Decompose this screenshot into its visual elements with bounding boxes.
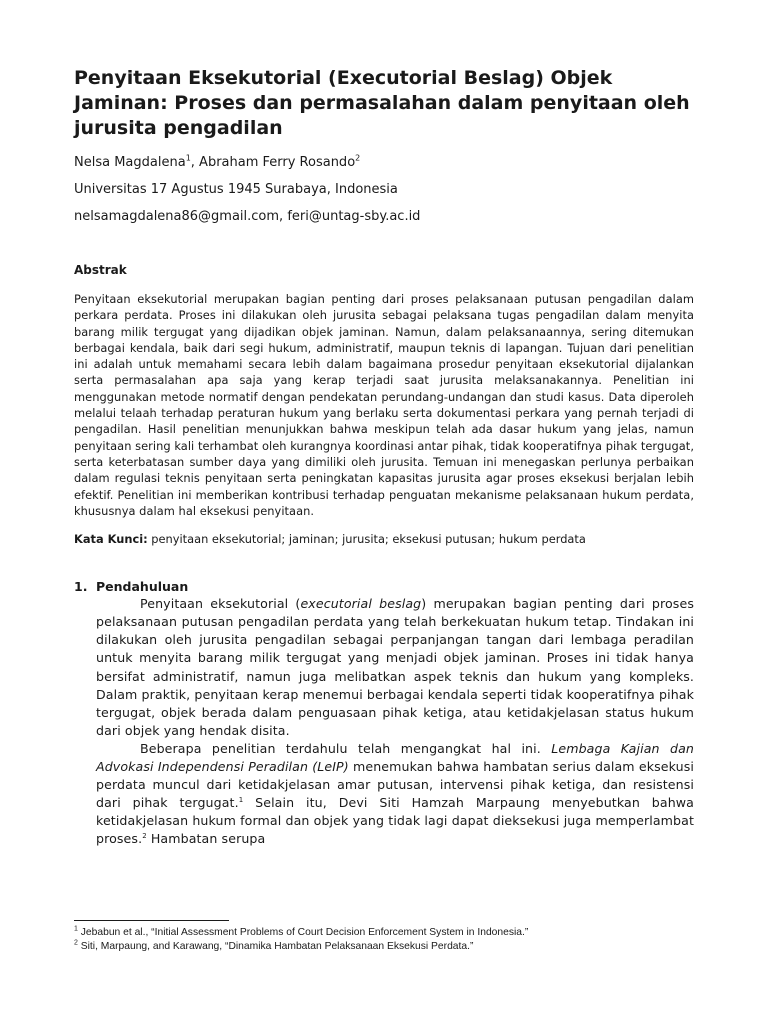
author-separator: , <box>190 155 200 170</box>
footnote-ref[interactable]: 2 <box>142 832 147 841</box>
footnotes <box>74 926 694 954</box>
author-affiliation-mark: 1 <box>185 153 191 163</box>
footnote <box>74 940 694 954</box>
footnote-divider <box>74 920 229 921</box>
keywords-list: penyitaan eksekutorial; jaminan; jurusita; eksekusi putusan; hukum perdata <box>147 532 586 547</box>
paragraph-text: Hambatan serupa <box>146 831 266 847</box>
abstract-heading: Abstrak <box>74 263 127 277</box>
section-title: Pendahuluan <box>96 579 189 595</box>
paragraph-text: menemukan bahwa hambatan serius dalam eksekusi perdata muncul dari ketidakjelasan amar putusan, intervensi pihak ketiga, dan resistensi dari pihak tergugat. <box>96 759 694 811</box>
paper-page <box>74 66 694 848</box>
affiliation: Universitas 17 Agustus 1945 Surabaya, Indonesia <box>74 182 398 197</box>
section-introduction <box>74 578 694 848</box>
footnote-text: Siti, Marpaung, and Karawang, “Dinamika Hambatan Pelaksanaan Eksekusi Perdata.” <box>77 941 474 952</box>
paragraph-text: Selain itu, Devi Siti Hamzah Marpaung menyebutkan bahwa ketidakjelasan hukum formal dan objek yang tidak lagi dapat dieksekusi juga memperlambat proses. <box>96 795 694 847</box>
keywords-label: Kata Kunci: <box>74 532 148 547</box>
footnote-mark: 2 <box>74 939 78 947</box>
italic-term: Lembaga Kajian dan Advokasi Independensi Peradilan (LeIP) <box>96 740 694 774</box>
paper-title: Penyitaan Eksekutorial (Executorial Beslag) Objek Jaminan: Proses dan permasalahan dalam penyitaan oleh jurusita pengadilan <box>74 67 690 139</box>
paragraph-text: Beberapa penelitian terdahulu telah mengangkat hal ini. <box>140 740 552 756</box>
paragraph-text: Penyitaan eksekutorial ( <box>140 596 301 612</box>
paragraph-text: ) merupakan bagian penting dari proses pelaksanaan putusan pengadilan perdata yang telah berkekuatan hukum tetap. Tindakan ini dilakukan oleh jurusita pengadilan sebagai perpanjangan tangan dari lembaga peradilan untuk menyita barang milik tergugat yang menjadi objek jaminan. Proses ini tidak hanya bersifat administratif, namun juga melibatkan aspek teknis dan hukum yang kompleks. Dalam praktik, penyitaan kerap menemui berbagai kendala seperti tidak kooperatifnya pihak tergugat, objek berada dalam penguasaan pihak ketiga, atau ketidakjelasan status hukum dari objek yang hendak disita. <box>96 596 694 738</box>
author-name: Nelsa Magdalena <box>74 155 186 170</box>
italic-term: executorial beslag <box>300 596 422 612</box>
keywords-line <box>74 531 694 547</box>
footnote-text: Jebabun et al., “Initial Assessment Problems of Court Decision Enforcement System in Indonesia.” <box>77 927 529 938</box>
footnote <box>74 926 694 940</box>
body-paragraph <box>96 740 694 849</box>
author-name: Abraham Ferry Rosando <box>199 155 356 170</box>
author-affiliation-mark: 2 <box>355 153 361 163</box>
author-emails[interactable]: nelsamagdalena86@gmail.com, feri@untag-sby.ac.id <box>74 209 421 224</box>
footnote-mark: 1 <box>74 925 78 933</box>
footnote-ref[interactable]: 1 <box>238 796 244 804</box>
section-heading <box>74 578 694 595</box>
section-number: 1. <box>74 579 88 595</box>
abstract-text: Penyitaan eksekutorial merupakan bagian penting dari proses pelaksanaan putusan pengadilan dalam perkara perdata. Proses ini dilakukan oleh jurusita sebagai pelaksana tugas pengadilan dalam menyita barang milik tergugat yang dijadikan objek jaminan. Namun, dalam pelaksanaannya, sering ditemukan berbagai kendala, baik dari segi hukum, administratif, maupun teknis di lapangan. Tujuan dari penelitian ini adalah untuk memahami secara lebih dalam bagaimana prosedur penyitaan eksekutorial dijalankan serta permasalahan apa saja yang kerap terjadi saat jurusita melaksanakannya. Penelitian ini menggunakan metode normatif dengan pendekatan perundang-undangan dan studi kasus. Data diperoleh melalui telaah terhadap peraturan hukum yang berlaku serta dokumentasi perkara yang pernah terjadi di pengadilan. Hasil penelitian menunjukkan bahwa meskipun telah ada dasar hukum yang jelas, namun penyitaan sering kali terhambat oleh kurangnya koordinasi antar pihak, tidak kooperatifnya pihak tergugat, serta keterbatasan sumber daya yang dimiliki oleh jurusita. Temuan ini menegaskan perlunya perbaikan dalam regulasi teknis penyitaan serta peningkatan kapasitas jurusita agar proses eksekusi berjalan lebih efektif. Penelitian ini memberikan kontribusi terhadap penguatan mekanisme pelaksanaan hukum perdata, khususnya dalam hal eksekusi penyitaan. <box>74 292 694 518</box>
body-paragraph <box>96 595 694 740</box>
author-line <box>74 155 694 171</box>
